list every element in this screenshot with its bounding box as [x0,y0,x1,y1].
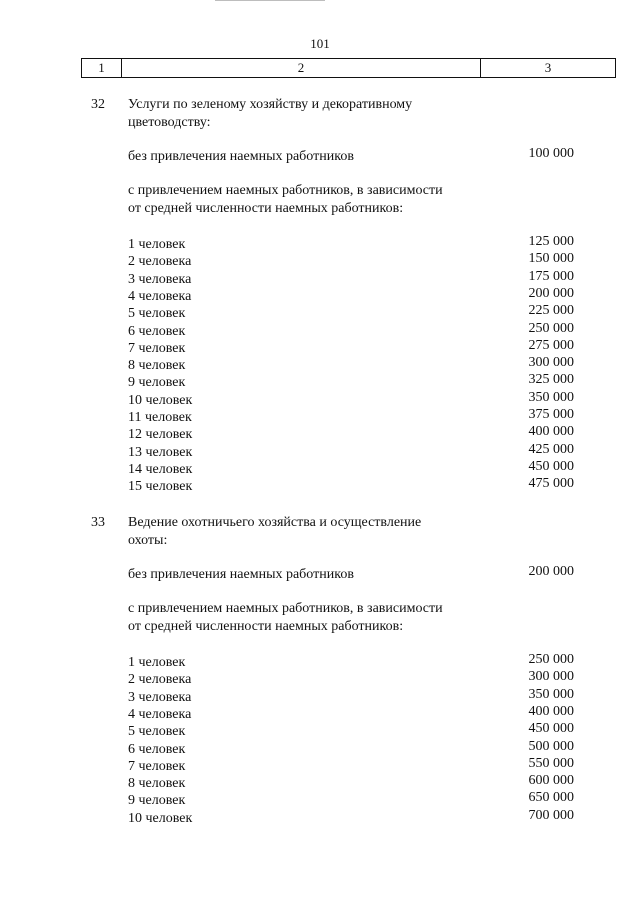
employee-count-value: 475 000 [528,476,574,491]
employee-count-value: 450 000 [528,459,574,474]
employee-count-label: 2 человека [128,672,192,687]
employee-count-value: 250 000 [528,321,574,336]
header-col-2: 2 [122,59,481,77]
employee-count-value: 350 000 [528,687,574,702]
header-col-1: 1 [82,59,122,77]
employee-count-value: 650 000 [528,790,574,805]
employee-count-label: 1 человек [128,237,186,252]
section-title-line: цветоводству: [128,115,211,130]
employee-count-value: 325 000 [528,372,574,387]
employee-count-value: 425 000 [528,442,574,457]
employee-count-value: 250 000 [528,652,574,667]
header-col-3: 3 [544,60,552,75]
employee-count-label: 5 человек [128,724,186,739]
employee-count-label: 1 человек [128,655,186,670]
employee-count-label: 8 человек [128,358,186,373]
with-employees-text: с привлечением наемных работников, в зависимости [128,601,443,616]
employee-count-value: 300 000 [528,355,574,370]
employee-count-label: 8 человек [128,776,186,791]
no-employees-label: без привлечения наемных работников [128,149,354,164]
section-number: 33 [91,515,105,530]
employee-count-value: 700 000 [528,808,574,823]
section-title-line: Услуги по зеленому хозяйству и декоративному [128,97,413,112]
section-number: 32 [91,97,105,112]
employee-count-label: 7 человек [128,341,186,356]
employee-count-value: 275 000 [528,338,574,353]
employee-count-value: 550 000 [528,756,574,771]
employee-count-value: 225 000 [528,303,574,318]
section-title-line: охоты: [128,533,168,548]
employee-count-label: 7 человек [128,759,186,774]
employee-count-label: 14 человек [128,462,193,477]
employee-count-label: 3 человека [128,272,192,287]
employee-count-value: 300 000 [528,669,574,684]
employee-count-label: 10 человек [128,811,193,826]
employee-count-value: 150 000 [528,251,574,266]
employee-count-label: 11 человек [128,410,192,425]
employee-count-label: 6 человек [128,324,186,339]
employee-count-value: 375 000 [528,407,574,422]
employee-count-value: 450 000 [528,721,574,736]
with-employees-text: от средней численности наемных работников: [128,619,404,634]
employee-count-label: 15 человек [128,479,193,494]
employee-count-label: 3 человека [128,690,192,705]
employee-count-label: 6 человек [128,742,186,757]
employee-count-label: 13 человек [128,445,193,460]
with-employees-text: с привлечением наемных работников, в зависимости [128,183,443,198]
employee-count-label: 4 человека [128,289,192,304]
employee-count-label: 4 человека [128,707,192,722]
top-divider [215,0,325,1]
employee-count-label: 12 человек [128,427,193,442]
employee-count-label: 9 человек [128,375,186,390]
employee-count-value: 500 000 [528,739,574,754]
page-number: 101 [310,36,330,51]
employee-count-value: 400 000 [528,424,574,439]
no-employees-label: без привлечения наемных работников [128,567,354,582]
employee-count-label: 2 человека [128,254,192,269]
employee-count-label: 5 человек [128,306,186,321]
employee-count-label: 10 человек [128,393,193,408]
employee-count-value: 200 000 [528,286,574,301]
no-employees-value: 200 000 [528,564,574,579]
employee-count-value: 400 000 [528,704,574,719]
with-employees-text: от средней численности наемных работников: [128,201,404,216]
employee-count-value: 600 000 [528,773,574,788]
employee-count-label: 9 человек [128,793,186,808]
no-employees-value: 100 000 [528,146,574,161]
employee-count-value: 125 000 [528,234,574,249]
employee-count-value: 175 000 [528,269,574,284]
section-title-line: Ведение охотничьего хозяйства и осуществление [128,515,422,530]
employee-count-value: 350 000 [528,390,574,405]
table-header [81,58,616,78]
